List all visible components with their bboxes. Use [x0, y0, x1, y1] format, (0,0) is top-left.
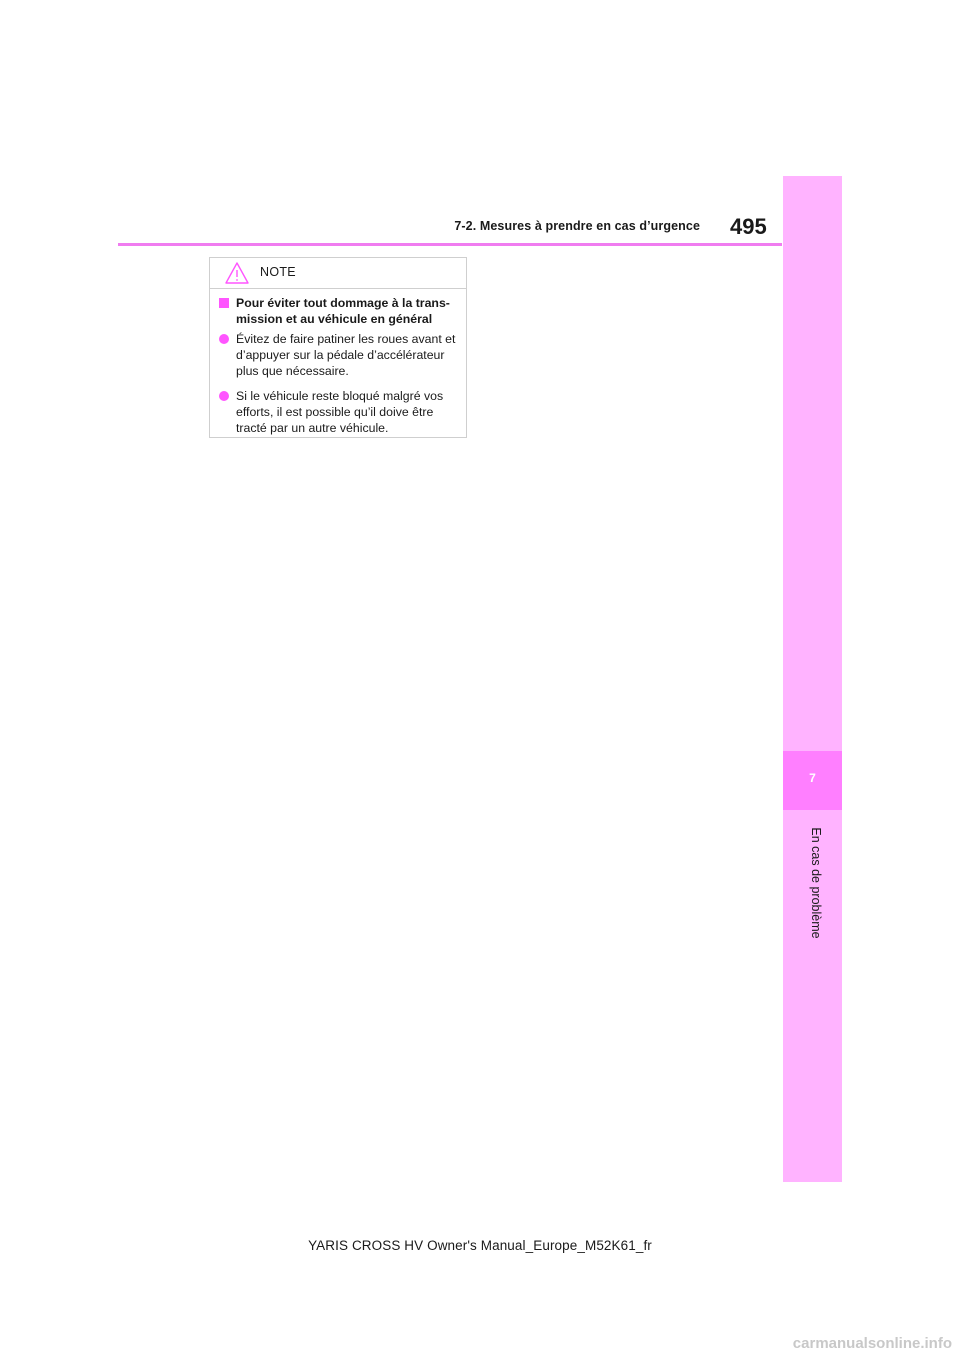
- note-item-text: Si le véhicule reste bloqué malgré vos efforts, il est possible qu’il doive être tracté par un autre véhicule.: [236, 389, 444, 435]
- section-title: 7-2. Mesures à prendre en cas d’urgence: [454, 219, 700, 233]
- note-heading: [218, 295, 458, 327]
- bullet-dot-icon: [219, 391, 229, 401]
- note-body: [210, 289, 466, 436]
- page-number: 495: [730, 214, 767, 239]
- square-bullet-icon: [219, 298, 229, 308]
- note-item: [218, 331, 458, 379]
- note-item-text: Évitez de faire patiner les roues avant et d’appuyer sur la pédale d’accélérateur plus que nécessaire.: [236, 332, 456, 378]
- note-heading-text: Pour éviter tout dommage à la trans-mission et au véhicule en général: [236, 296, 450, 326]
- chapter-side-tab: [783, 176, 842, 1182]
- note-box: [209, 257, 467, 438]
- note-item: [218, 388, 458, 436]
- bullet-dot-icon: [219, 334, 229, 344]
- warning-triangle-icon: [224, 261, 250, 285]
- watermark: carmanualsonline.info: [792, 1335, 952, 1352]
- note-label: NOTE: [260, 265, 296, 279]
- chapter-number: 7: [809, 771, 816, 785]
- note-header: [210, 258, 466, 289]
- header-divider: [118, 243, 782, 246]
- chapter-title: En cas de problème: [809, 827, 823, 939]
- manual-footer: YARIS CROSS HV Owner's Manual_Europe_M52K61_fr: [308, 1238, 652, 1253]
